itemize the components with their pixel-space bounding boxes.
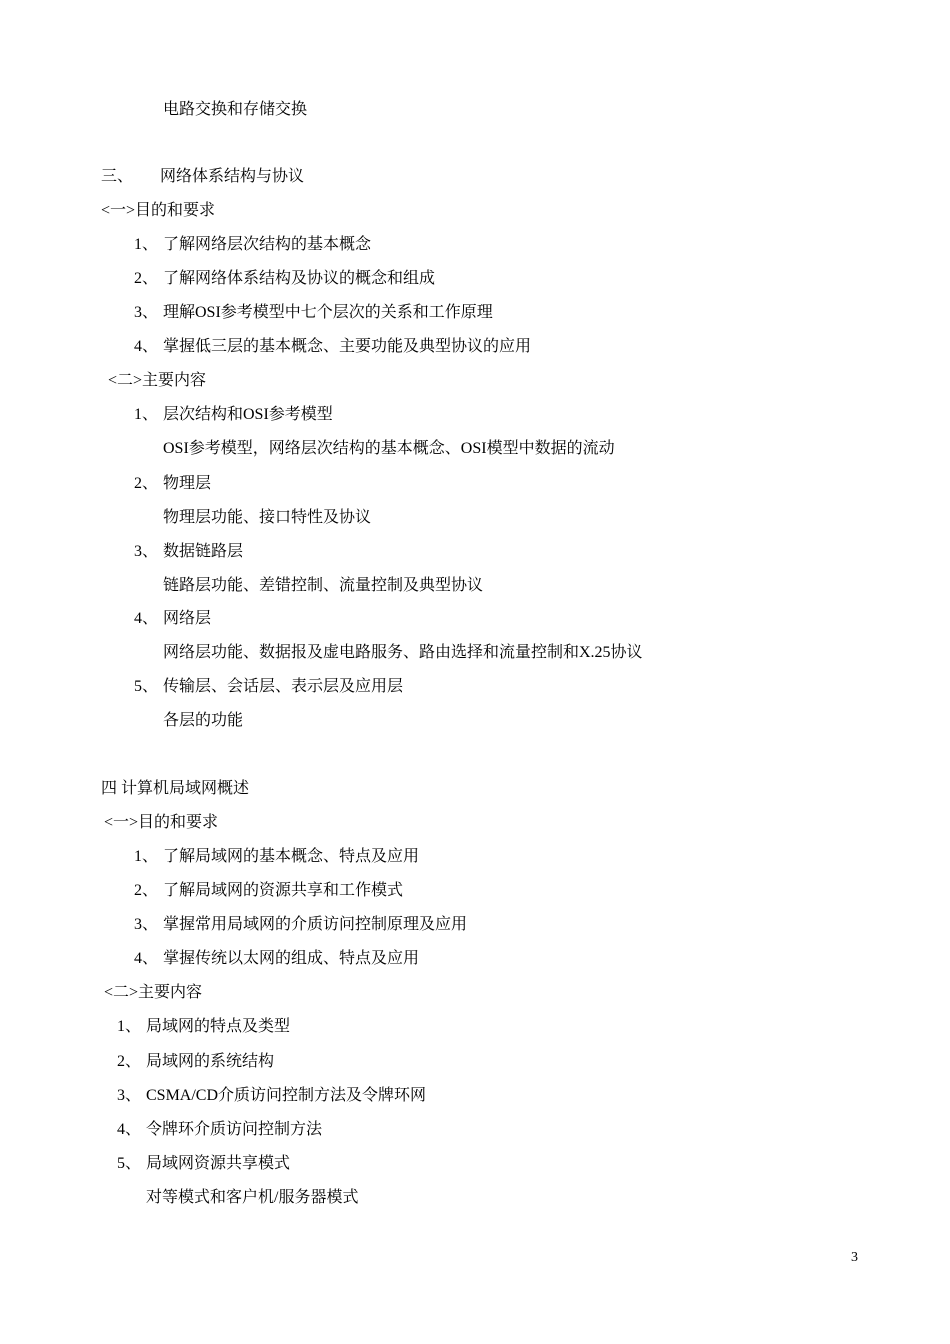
goal-number: 2、 bbox=[134, 270, 159, 287]
content-item: 层次结构和OSI参考模型 bbox=[163, 406, 333, 423]
content-item: 传输层、会话层、表示层及应用层 bbox=[163, 678, 404, 695]
content-number: 4、 bbox=[117, 1121, 142, 1138]
content-item: CSMA/CD介质访问控制方法及令牌环网 bbox=[146, 1087, 427, 1104]
content-number: 2、 bbox=[117, 1053, 142, 1070]
content-detail: 物理层功能、接口特性及协议 bbox=[163, 509, 372, 526]
goal-item: 了解局域网的资源共享和工作模式 bbox=[163, 882, 404, 899]
goal-number: 1、 bbox=[134, 236, 159, 253]
content-number: 5、 bbox=[117, 1155, 142, 1172]
section4-content-heading: <二>主要内容 bbox=[104, 984, 203, 1001]
continuation-text: 电路交换和存储交换 bbox=[163, 101, 308, 118]
section3-content-heading: <二>主要内容 bbox=[108, 372, 207, 389]
content-number: 5、 bbox=[134, 678, 159, 695]
goal-item: 了解网络体系结构及协议的概念和组成 bbox=[163, 270, 436, 287]
content-detail: OSI参考模型，网络层次结构的基本概念、OSI模型中数据的流动 bbox=[163, 440, 615, 457]
goal-number: 4、 bbox=[134, 950, 159, 967]
content-item: 局域网资源共享模式 bbox=[146, 1155, 291, 1172]
content-item: 网络层 bbox=[163, 610, 212, 627]
section3-number: 三、 bbox=[101, 168, 134, 185]
content-item: 局域网的系统结构 bbox=[146, 1053, 275, 1070]
content-item: 物理层 bbox=[163, 475, 212, 492]
goal-item: 理解OSI参考模型中七个层次的关系和工作原理 bbox=[163, 304, 493, 321]
content-detail: 对等模式和客户机/服务器模式 bbox=[146, 1189, 359, 1206]
content-item: 数据链路层 bbox=[163, 543, 244, 560]
content-number: 2、 bbox=[134, 475, 159, 492]
goal-number: 4、 bbox=[134, 338, 159, 355]
section3-goals-heading: <一>目的和要求 bbox=[101, 202, 216, 219]
content-number: 3、 bbox=[134, 543, 159, 560]
goal-item: 了解网络层次结构的基本概念 bbox=[163, 236, 372, 253]
content-item: 局域网的特点及类型 bbox=[146, 1018, 291, 1035]
content-item: 令牌环介质访问控制方法 bbox=[146, 1121, 323, 1138]
content-number: 4、 bbox=[134, 610, 159, 627]
content-detail: 网络层功能、数据报及虚电路服务、路由选择和流量控制和X.25协议 bbox=[163, 644, 643, 661]
goal-item: 了解局域网的基本概念、特点及应用 bbox=[163, 848, 420, 865]
content-number: 1、 bbox=[117, 1018, 142, 1035]
content-number: 1、 bbox=[134, 406, 159, 423]
goal-number: 3、 bbox=[134, 304, 159, 321]
goal-item: 掌握传统以太网的组成、特点及应用 bbox=[163, 950, 420, 967]
content-number: 3、 bbox=[117, 1087, 142, 1104]
goal-number: 1、 bbox=[134, 848, 159, 865]
section4-title: 四 计算机局域网概述 bbox=[101, 780, 250, 797]
goal-number: 3、 bbox=[134, 916, 159, 933]
content-detail: 各层的功能 bbox=[163, 712, 244, 729]
goal-number: 2、 bbox=[134, 882, 159, 899]
page-number: 3 bbox=[851, 1250, 858, 1265]
section3-title: 网络体系结构与协议 bbox=[160, 168, 305, 185]
goal-item: 掌握常用局域网的介质访问控制原理及应用 bbox=[163, 916, 468, 933]
goal-item: 掌握低三层的基本概念、主要功能及典型协议的应用 bbox=[163, 338, 532, 355]
content-detail: 链路层功能、差错控制、流量控制及典型协议 bbox=[163, 577, 484, 594]
section4-goals-heading: <一>目的和要求 bbox=[104, 814, 219, 831]
